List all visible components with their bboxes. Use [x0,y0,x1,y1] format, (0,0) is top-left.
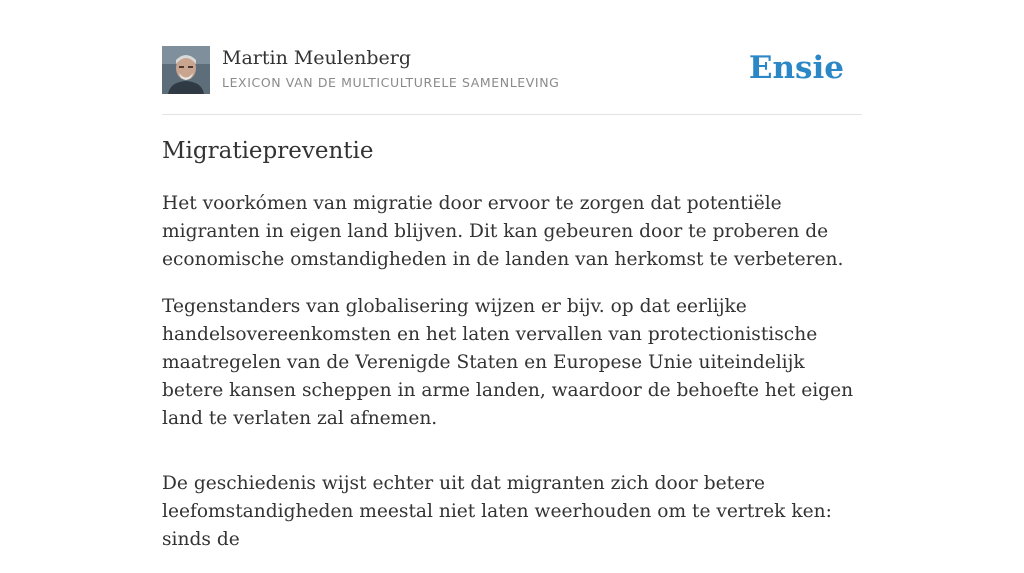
article-header [162,46,862,115]
ensie-logo[interactable]: Ensie [748,50,844,86]
publication-name[interactable]: LEXICON VAN DE MULTICULTURELE SAMENLEVING [222,75,560,90]
article-paragraph-3: De geschiedenis wijst echter uit dat migranten zich door betere leefomstandigheden meestal niet laten weerhouden om te vertrek ken: sinds de [162,473,832,550]
article-body [162,190,862,573]
article-paragraph-2: Tegenstanders van globalisering wijzen er bijv. op dat eerlijke handelsovereenkomsten en het laten vervallen van protectionistische maatregelen van de Verenigde Staten en Europese Unie uiteindelijk betere kansen scheppen in arme landen, waardoor de behoefte het eigen land te verlaten zal afnemen. [162,296,854,429]
author-photo-icon [162,46,210,94]
article-paragraph-1: Het voorkómen van migratie door ervoor te zorgen dat potentiële migranten in eigen land blijven. Dit kan gebeuren door te proberen de economische omstandigheden in de landen van herkomst te verbeteren. [162,193,844,270]
article-title: Migratiepreventie [162,138,374,164]
author-avatar[interactable] [162,46,210,94]
author-name[interactable]: Martin Meulenberg [222,47,411,69]
